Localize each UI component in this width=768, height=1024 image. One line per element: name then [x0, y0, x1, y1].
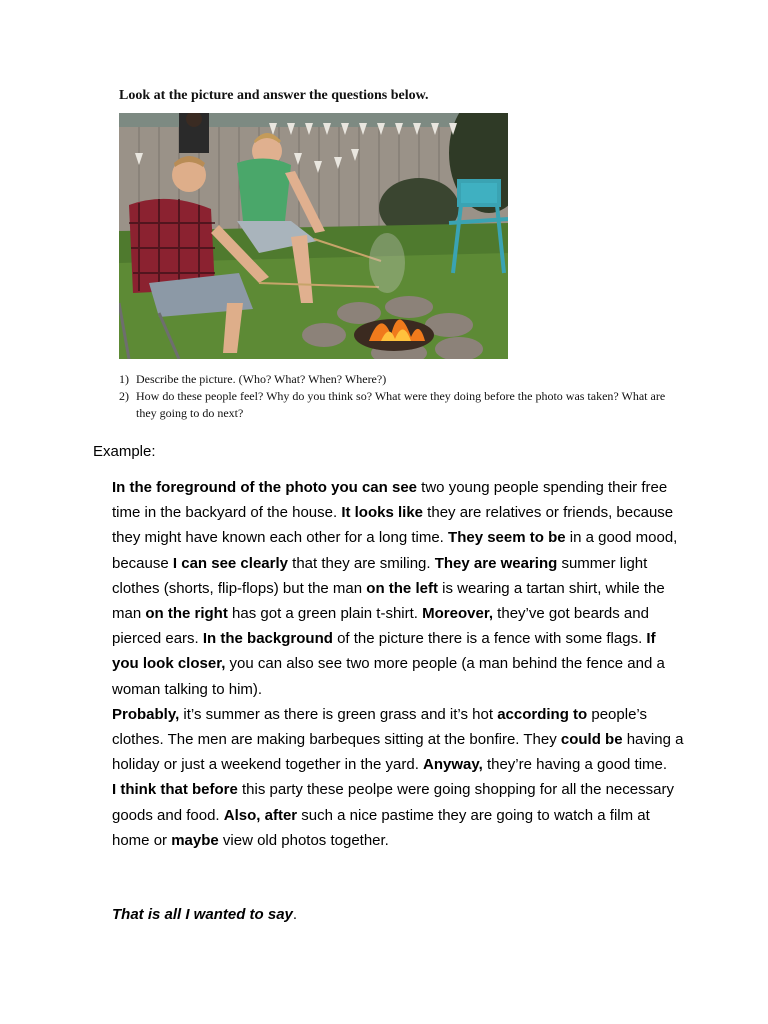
phrase-bold: on the left [366, 579, 438, 597]
question-item [119, 388, 679, 422]
answer-text: in a good mood, because [112, 529, 678, 572]
phrase-bold: Probably, [112, 705, 180, 723]
phrase-bold: Anyway, [423, 756, 483, 774]
phrase-bold: They seem to be [448, 529, 566, 547]
answer-paragraph-feelings [112, 702, 684, 778]
phrase-bold: It looks like [341, 504, 424, 522]
phrase-bold: I think that before [112, 781, 238, 799]
task-title: Look at the picture and answer the questions below. [119, 88, 429, 103]
phrase-bold: maybe [171, 831, 219, 849]
questions-list [119, 371, 679, 422]
answer-paragraph-before-after [112, 777, 684, 853]
question-text: Describe the picture. (Who? What? When? Where?) [136, 372, 387, 386]
phrase-bold: I can see clearly [172, 554, 288, 572]
closing-punctuation: . [292, 906, 298, 923]
question-number: 1) [119, 372, 129, 386]
phrase-bold: Also, after [223, 806, 298, 824]
answer-text: is wearing a tartan shirt, while the man [112, 579, 665, 623]
answer-text: having a holiday or just a weekend together in the yard. [112, 731, 684, 774]
answer-text: summer light clothes (shorts, flip-flops) but the man [112, 554, 648, 597]
phrase-bold: Moreover, [422, 605, 494, 623]
phrase-bold: In the foreground of the photo you can see [112, 479, 418, 496]
answer-text: this party these peolpe were going shopping for all the necessary goods and food. [112, 781, 674, 824]
question-text: How do these people feel? Why do you think so? What were they doing before the photo was taken? What are they going to do next? [136, 389, 666, 420]
closing-text: That is all I wanted to say [112, 906, 293, 923]
answer-text: of the picture there is a fence with some flags. [332, 630, 647, 648]
phrase-bold: on the right [145, 605, 228, 623]
answer-text: two young people spending their free time in the backyard of the house. [112, 479, 668, 522]
phrase-bold: They are wearing [434, 554, 558, 572]
answer-text: they’re having a good time. [482, 756, 668, 774]
question-number: 2) [119, 389, 129, 403]
answer-text: such a nice pastime they are going to watch a film at home or [112, 806, 650, 849]
closing-sentence [112, 904, 297, 926]
answer-text: you can also see two more people (a man behind the fence and a woman talking to him). [112, 655, 665, 698]
answer-text: they’ve got beards and pierced ears. [112, 605, 649, 648]
example-answer [112, 475, 684, 853]
example-label: Example: [93, 443, 156, 460]
answer-text: they are relatives or friends, because they might have known each other for a long time. [112, 504, 674, 547]
phrase-bold: could be [560, 731, 623, 749]
phrase-bold: In the background [202, 630, 333, 648]
answer-paragraph-description [112, 475, 684, 702]
answer-text: has got a green plain t-shirt. [227, 605, 423, 623]
answer-text: that they are smiling. [287, 554, 435, 572]
phrase-bold: according to [497, 705, 588, 723]
answer-text: people’s clothes. The men are making barbeques sitting at the bonfire. They [112, 705, 647, 749]
backyard-bonfire-photo [119, 113, 508, 359]
phrase-bold: If you look closer, [112, 630, 656, 673]
question-item [119, 371, 679, 388]
answer-text: it’s summer as there is green grass and it’s hot [179, 705, 498, 723]
answer-text: view old photos together. [218, 831, 389, 849]
